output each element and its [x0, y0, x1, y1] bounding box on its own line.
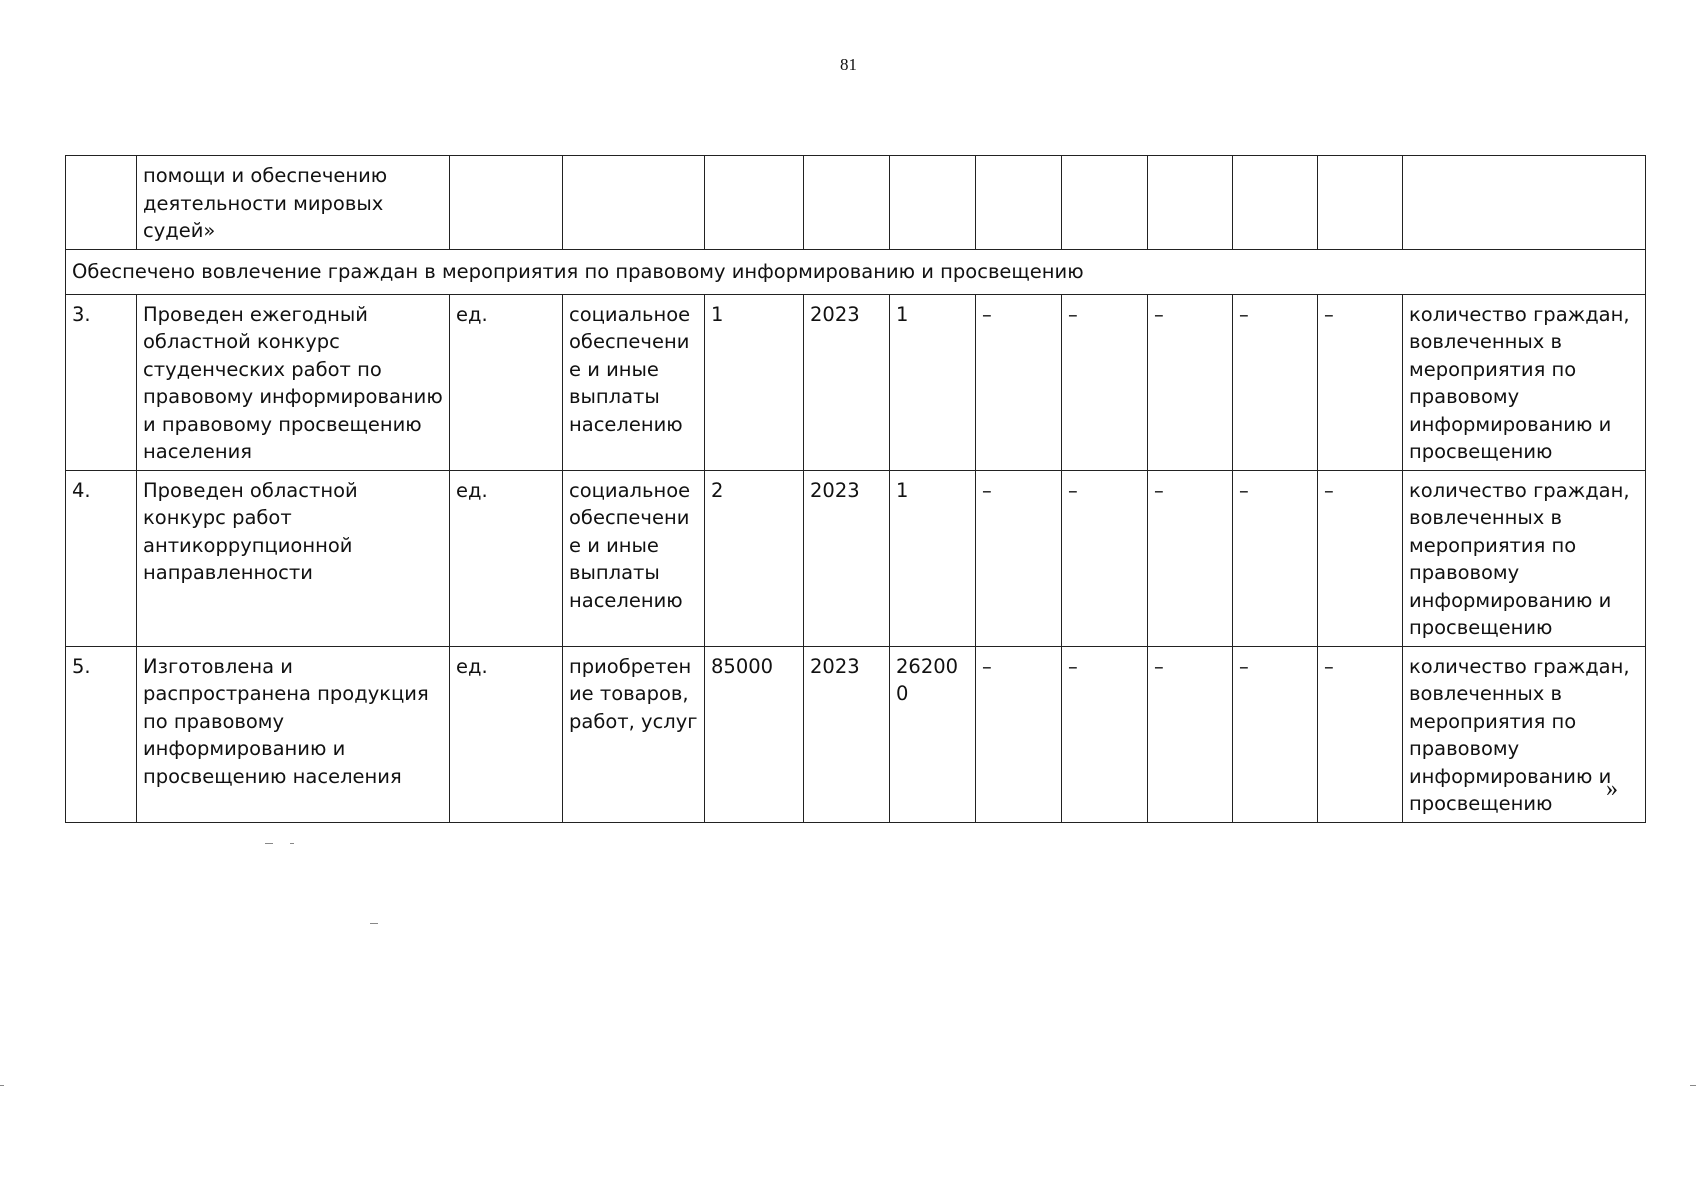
row-target: 1 [890, 294, 976, 470]
row-unit: ед. [450, 646, 563, 822]
row-year: 2023 [804, 294, 890, 470]
program-table [65, 155, 1646, 823]
closing-quote-mark: » [1606, 776, 1618, 802]
page-number: 81 [840, 55, 857, 74]
row-dash: – [1233, 294, 1318, 470]
row-dash: – [1062, 294, 1148, 470]
row-name: Проведен областной конкурс работ антикоррупционной направленности [137, 470, 450, 646]
row-indicator: количество граждан, вовлеченных в мероприятия по правовому информированию и просвещению [1403, 294, 1646, 470]
row-dash: – [976, 294, 1062, 470]
row-value: 85000 [705, 646, 804, 822]
row-dash: – [1148, 470, 1233, 646]
row-dash: – [1233, 646, 1318, 822]
table-row [66, 294, 1646, 470]
row-name: Изготовлена и распространена продукция по правовому информированию и просвещению населения [137, 646, 450, 822]
scan-speck [0, 1085, 4, 1086]
scan-speck [370, 923, 378, 924]
empty-cell [563, 156, 705, 250]
empty-cell [1233, 156, 1318, 250]
row-year: 2023 [804, 646, 890, 822]
row-dash: – [1148, 646, 1233, 822]
row-target: 1 [890, 470, 976, 646]
empty-cell [1148, 156, 1233, 250]
scan-speck [290, 843, 294, 844]
empty-cell [890, 156, 976, 250]
empty-cell [1403, 156, 1646, 250]
table-row [66, 470, 1646, 646]
row-expense-type: приобретение товаров, работ, услуг [563, 646, 705, 822]
row-dash: – [1318, 294, 1403, 470]
row-dash: – [976, 470, 1062, 646]
empty-cell [976, 156, 1062, 250]
row-dash: – [1318, 646, 1403, 822]
row-unit: ед. [450, 294, 563, 470]
row-year: 2023 [804, 470, 890, 646]
row-dash: – [1148, 294, 1233, 470]
row-dash: – [1062, 470, 1148, 646]
row-indicator: количество граждан, вовлеченных в мероприятия по правовому информированию и просвещению [1403, 470, 1646, 646]
name-cell: помощи и обеспечению деятельности мировых судей» [137, 156, 450, 250]
row-number: 4. [66, 470, 137, 646]
row-number: 5. [66, 646, 137, 822]
row-name: Проведен ежегодный областной конкурс студенческих работ по правовому информированию и правовому просвещению населения [137, 294, 450, 470]
empty-cell [705, 156, 804, 250]
row-target: 262000 [890, 646, 976, 822]
row-expense-type: социальное обеспечение и иные выплаты населению [563, 294, 705, 470]
row-dash: – [976, 646, 1062, 822]
num-cell [66, 156, 137, 250]
row-value: 2 [705, 470, 804, 646]
row-indicator: количество граждан, вовлеченных в мероприятия по правовому информированию и просвещению [1403, 646, 1646, 822]
empty-cell [1318, 156, 1403, 250]
empty-cell [450, 156, 563, 250]
row-dash: – [1233, 470, 1318, 646]
row-unit: ед. [450, 470, 563, 646]
empty-cell [804, 156, 890, 250]
scan-speck [265, 843, 273, 844]
row-dash: – [1318, 470, 1403, 646]
table-row [66, 646, 1646, 822]
row-number: 3. [66, 294, 137, 470]
section-heading-row [66, 249, 1646, 294]
row-expense-type: социальное обеспечение и иные выплаты населению [563, 470, 705, 646]
row-value: 1 [705, 294, 804, 470]
section-heading: Обеспечено вовлечение граждан в мероприятия по правовому информированию и просвещению [66, 249, 1646, 294]
scan-speck [1690, 1085, 1696, 1086]
table-row-continuation [66, 156, 1646, 250]
empty-cell [1062, 156, 1148, 250]
row-dash: – [1062, 646, 1148, 822]
